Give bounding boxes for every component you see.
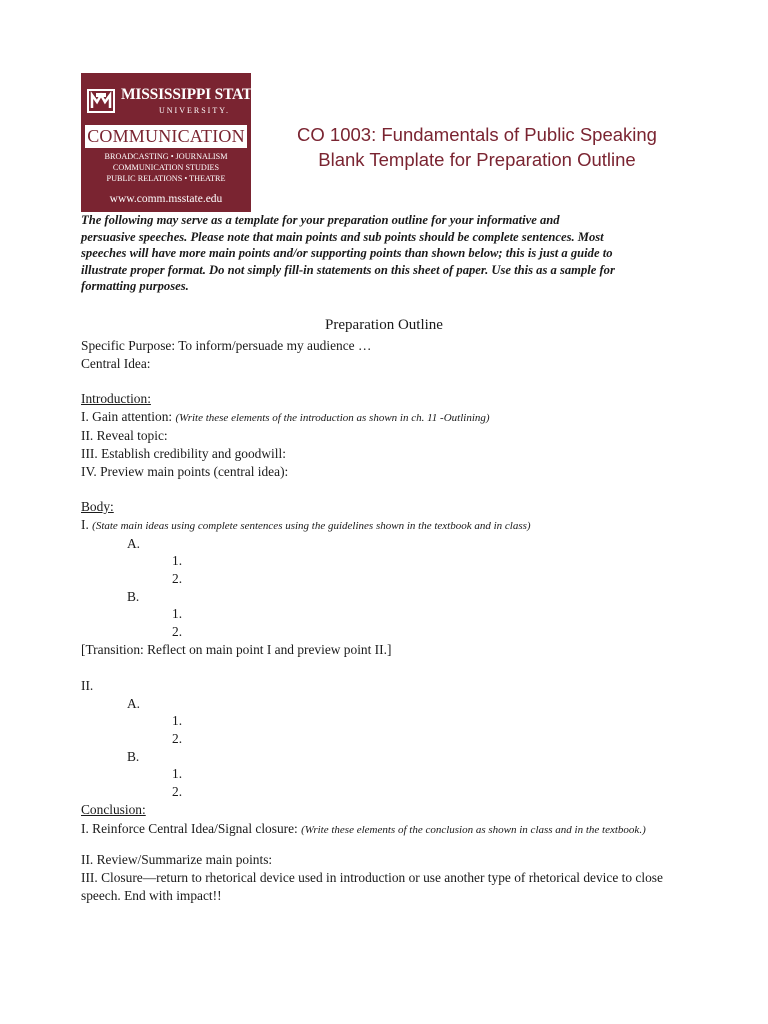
logo-fields-line: BROADCASTING • JOURNALISM: [104, 152, 228, 161]
title-line-2: Blank Template for Preparation Outline: [318, 149, 636, 170]
msu-communication-logo: [81, 73, 263, 212]
specific-purpose: Specific Purpose: To inform/persuade my audience …: [81, 338, 372, 353]
transition: [Transition: Reflect on main point I and preview point II.]: [81, 642, 392, 657]
intro-item-4: IV. Preview main points (central idea):: [81, 464, 289, 479]
document-title: [256, 122, 698, 172]
logo-university-name: MISSISSIPPI STATE: [121, 86, 263, 103]
body-label: Body:: [81, 499, 114, 514]
logo-url: www.comm.msstate.edu: [109, 193, 223, 205]
introduction-label: Introduction:: [81, 391, 151, 406]
body-sub-num: 2.: [172, 571, 183, 586]
body-point-1-note: (State main ideas using complete sentences using the guidelines shown in the textbook and in class): [92, 520, 531, 532]
conclusion-item-1-text: I. Reinforce Central Idea/Signal closure:: [81, 821, 302, 836]
intro-item-1: [81, 408, 490, 427]
body-sub-num: 2.: [172, 624, 183, 639]
intro-line: speeches will have more main points and/or supporting points than shown below; this is just a guide to: [81, 246, 613, 261]
conclusion-item-1-note: (Write these elements of the conclusion as shown in class and in the textbook.): [301, 824, 646, 836]
body-sub-a: A.: [127, 696, 141, 711]
body-sub-num: 1.: [172, 606, 183, 621]
intro-line: The following may serve as a template for your preparation outline for your informative and: [81, 213, 560, 227]
body-point-1-text: I.: [81, 517, 93, 532]
body-point-2: II.: [81, 678, 94, 693]
body-sub-num: 1.: [172, 713, 183, 728]
logo-university-sub: UNIVERSITY.: [159, 106, 230, 115]
title-line-1: CO 1003: Fundamentals of Public Speaking: [297, 124, 657, 145]
logo-department: COMMUNICATION: [85, 125, 247, 148]
logo-fields-line: PUBLIC RELATIONS • THEATRE: [106, 174, 226, 183]
intro-line: persuasive speeches. Please note that main points and sub points should be complete sentences. Most: [81, 229, 604, 244]
body-sub-b: B.: [127, 589, 140, 604]
conclusion-item-3: III. Closure—return to rhetorical device used in introduction or use another type of rhetorical device to close speech. End with impact!!: [81, 870, 663, 903]
central-idea: Central Idea:: [81, 356, 151, 371]
intro-item-2: II. Reveal topic:: [81, 428, 168, 443]
body-sub-a: A.: [127, 536, 141, 551]
section-heading: Preparation Outline: [325, 317, 443, 333]
intro-item-3: III. Establish credibility and goodwill:: [81, 446, 286, 461]
body-sub-num: 2.: [172, 784, 183, 799]
logo-fields-line: COMMUNICATION STUDIES: [112, 163, 220, 172]
body-sub-num: 1.: [172, 766, 183, 781]
conclusion-item-1: [81, 821, 691, 837]
intro-line: formatting purposes.: [81, 279, 189, 294]
body-sub-b: B.: [127, 749, 140, 764]
intro-item-1-text: I. Gain attention:: [81, 409, 176, 424]
msu-seal-icon: [87, 87, 115, 115]
intro-line: illustrate proper format. Do not simply fill-in statements on this sheet of paper. Use this as a sample for: [81, 262, 615, 277]
body-point-1: [81, 516, 531, 535]
conclusion-item-2: II. Review/Summarize main points:: [81, 852, 273, 867]
intro-item-1-note: (Write these elements of the introduction as shown in ch. 11 -Outlining): [175, 412, 490, 424]
logo-fields: [81, 151, 251, 184]
body-sub-num: 2.: [172, 731, 183, 746]
body-sub-num: 1.: [172, 553, 183, 568]
conclusion-label: Conclusion:: [81, 802, 146, 817]
intro-paragraph: [81, 212, 691, 295]
